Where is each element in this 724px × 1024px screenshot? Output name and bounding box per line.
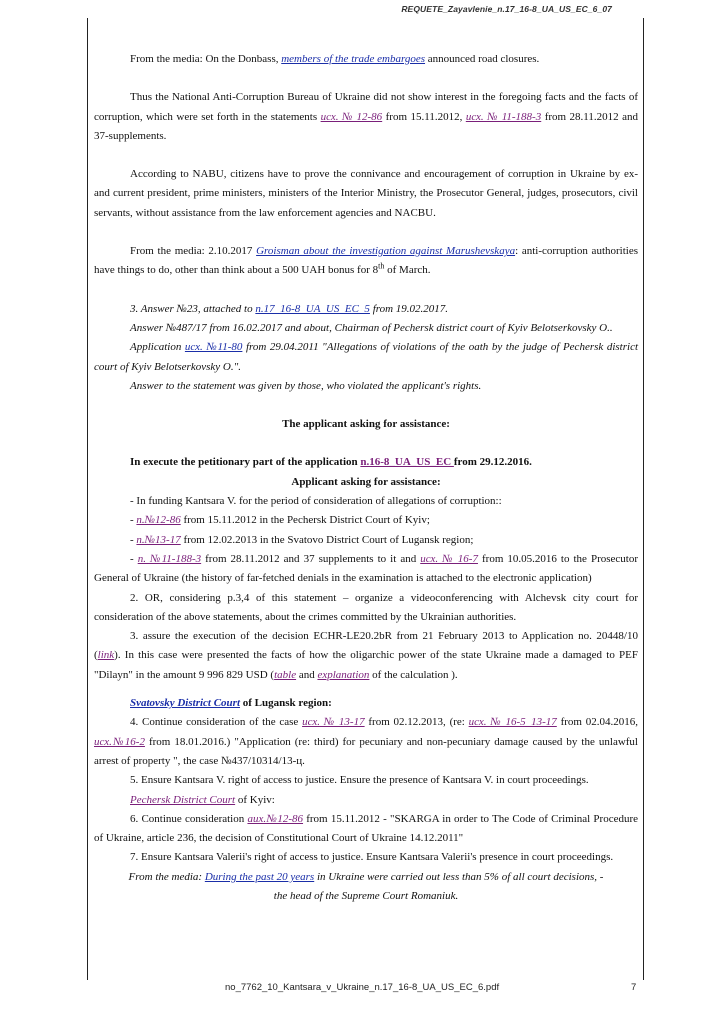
heading-svatovsky-court [94,694,638,713]
list-item-funding: - In funding Kantsara V. for the period of consideration of allegations of corruption:: [130,495,502,508]
paragraph-media-groisman [94,242,638,281]
text: from 18.01.2016.) "Application (re: third) for pecuniary and non-pecuniary damage caused by the unlawful arrest of property ", the case №437/10314/13-ц. [94,735,638,767]
link-isx-11-80[interactable]: исх. №11-80 [184,341,243,354]
answer-487-line: Answer №487/17 from 16.02.2017 and about, Chairman of Pechersk district court of Kyiv Belotserkovsky O.. [130,321,613,334]
text: Thus the National Anti-Corruption Bureau of Ukraine did not show interest in the foregoing facts and the facts of corruption, which were set forth in the statements [94,91,638,123]
text: from 12.02.2013 in the Svatovo District Court of Lugansk region; [180,533,474,546]
text: In execute the petitionary part of the application [130,456,361,469]
text: 3. assure the execution of the decision ECHR-LE20.2bR from 21 February 2013 to Application no. 20448/10 ( [94,630,638,662]
paragraph-videoconferencing: 2. OR, considering p.3,4 of this statement – organize a videoconferencing with Alchevsk city court for consideration of the above statements, about the crimes committed by the Ukrainian authorities. [94,591,638,623]
paragraph-continue-case-13-17 [94,713,638,771]
text: - [130,514,137,527]
text: from 15.11.2012, [382,110,466,123]
text: from 02.12.2013, (re: [364,716,469,729]
link-n-12-86[interactable]: n.№12-86 [136,514,181,527]
link-table[interactable]: table [274,668,297,681]
text: ). In this case were presented the facts of how the oligarchic power of the state Ukraine made a damaged to PEF "Dilayn" in the amount 9 996 829 USD ( [94,649,638,681]
paragraph-media-romaniuk [94,868,638,907]
link-echr-link[interactable]: link [97,649,115,662]
link-aix-12-86[interactable]: аих.№12-86 [247,812,304,825]
text: 3. Answer №23, attached to [130,302,256,315]
text: 4. Continue consideration of the case [130,716,303,729]
text: in Ukraine were carried out less than 5% of all court decisions, - the head of the Supreme Court Romaniuk. [273,870,604,902]
text: Application [130,341,185,354]
link-groisman-marushevskaya[interactable]: Groisman about the investigation against Marushevskaya [256,245,516,258]
text: from 29.12.2016. [453,456,532,469]
text: From the media: [128,870,205,883]
text: of Lugansk region: [240,697,332,710]
link-explanation[interactable]: explanation [317,668,370,681]
text: from 02.04.2016, [556,716,638,729]
link-isx-16-5-13-17[interactable]: исх. № 16-5_13-17 [468,716,557,729]
link-isx-16-2[interactable]: исх.№16-2 [94,735,145,748]
text: and [296,668,318,681]
link-trade-embargoes[interactable]: members of the trade embargoes [281,53,426,65]
link-isx-16-7[interactable]: исх. № 16-7 [420,552,478,565]
text: From the media: On the Donbass, [130,53,282,65]
text: from 28.11.2012 and 37-supplements. [94,110,638,142]
text: - [130,533,137,546]
heading-pechersk-court [94,791,638,810]
page-number: 7 [631,982,637,993]
text: of March. [384,264,431,277]
application-11-80-line [94,338,638,377]
link-n16-8-ua-us-ec[interactable]: n.16-8_UA_US_EC [360,456,454,469]
link-isx-12-86[interactable]: исх. № 12-86 [320,110,383,123]
link-isx-13-17[interactable]: исх. № 13-17 [302,716,365,729]
text: from 19.02.2017. [369,302,449,315]
text: from 15.11.2012 in the Pechersk District Court of Kyiv; [180,514,430,527]
link-past-20-years[interactable]: During the past 20 years [204,870,315,883]
link-isx-11-188-3[interactable]: исх. № 11-188-3 [465,110,542,123]
text: from 28.11.2012 and 37 supplements to it and [201,552,421,565]
answer-violated-rights-line: Answer to the statement was given by those, who violated the applicant's rights. [130,379,482,392]
paragraph-echr-decision [94,627,638,685]
footer-filename: no_7762_10_Kantsara_v_Ukraine_n.17_16-8_UA_US_EC_6.pdf [225,982,500,993]
text: announced road closures. [425,53,540,65]
list-item-12-86 [94,511,638,530]
text: from 10.05.2016 to the Prosecutor General of Ukraine (the history of far-fetched denials in the examination is attached to the electronic application) [94,552,639,585]
paragraph-nabu-no-interest [94,88,638,146]
answer-23-line [94,300,638,319]
list-item-11-188-3 [94,550,638,589]
document-body [94,50,638,906]
text: : anti-corruption authorities have things to do, other than think about a 500 UAH bonus for 8 [94,245,638,277]
left-margin-rule [87,18,88,980]
subheading-applicant-asking: Applicant asking for assistance: [291,475,441,488]
heading-applicant-asking: The applicant asking for assistance: [282,418,450,431]
list-item-13-17 [94,531,638,550]
superscript: th [378,261,385,271]
link-svatovsky-district-court[interactable]: Svatovsky District Court [130,697,241,710]
text: from 15.11.2012 - "SKARGA in order to The Code of Criminal Procedure of Ukraine, article 236, the decision of Constitutional Court of Ukraine 14.12.2011" [94,812,639,845]
text: 6. Continue consideration [130,812,248,825]
text: from 29.04.2011 "Allegations of violations of the oath by the judge of Pechersk district court of Kyiv Belotserkovsky O.". [94,341,639,373]
text: - [130,552,138,565]
page-header-doc-id: REQUETE_Zayavlenie_n.17_16-8_UA_US_EC_6_07 [401,4,612,14]
paragraph-media-donbass [94,50,638,69]
right-margin-rule [643,18,644,980]
link-pechersk-district-court[interactable]: Pechersk District Court [130,793,236,806]
link-n-13-17[interactable]: n.№13-17 [136,533,181,546]
paragraph-according-to-nabu: According to NABU, citizens have to prove the connivance and encouragement of corruption in Ukraine by ex- and current president, prime ministers, ministers of the Interior Ministry, the Prosecutor General, judges, prosecutors, civil servants, without assistance from the law enforcement agencies and NACBU. [94,168,638,219]
link-n17-16-8-ua-us-ec-5[interactable]: n.17_16-8_UA_US_EC_5 [255,302,370,315]
paragraph-ensure-access-5: 5. Ensure Kantsara V. right of access to justice. Ensure the presence of Kantsara V. in court proceedings. [130,774,589,787]
paragraph-ensure-access-7: 7. Ensure Kantsara Valerii's right of access to justice. Ensure Kantsara Valerii's presence in court proceedings. [130,851,614,864]
text: of the calculation ). [369,668,458,681]
text: of Kyiv: [235,793,275,806]
link-n-11-188-3[interactable]: n. №11-188-3 [137,552,202,565]
paragraph-continue-12-86 [94,810,638,849]
paragraph-execute-petitionary [94,453,638,472]
text: From the media: 2.10.2017 [130,245,257,258]
